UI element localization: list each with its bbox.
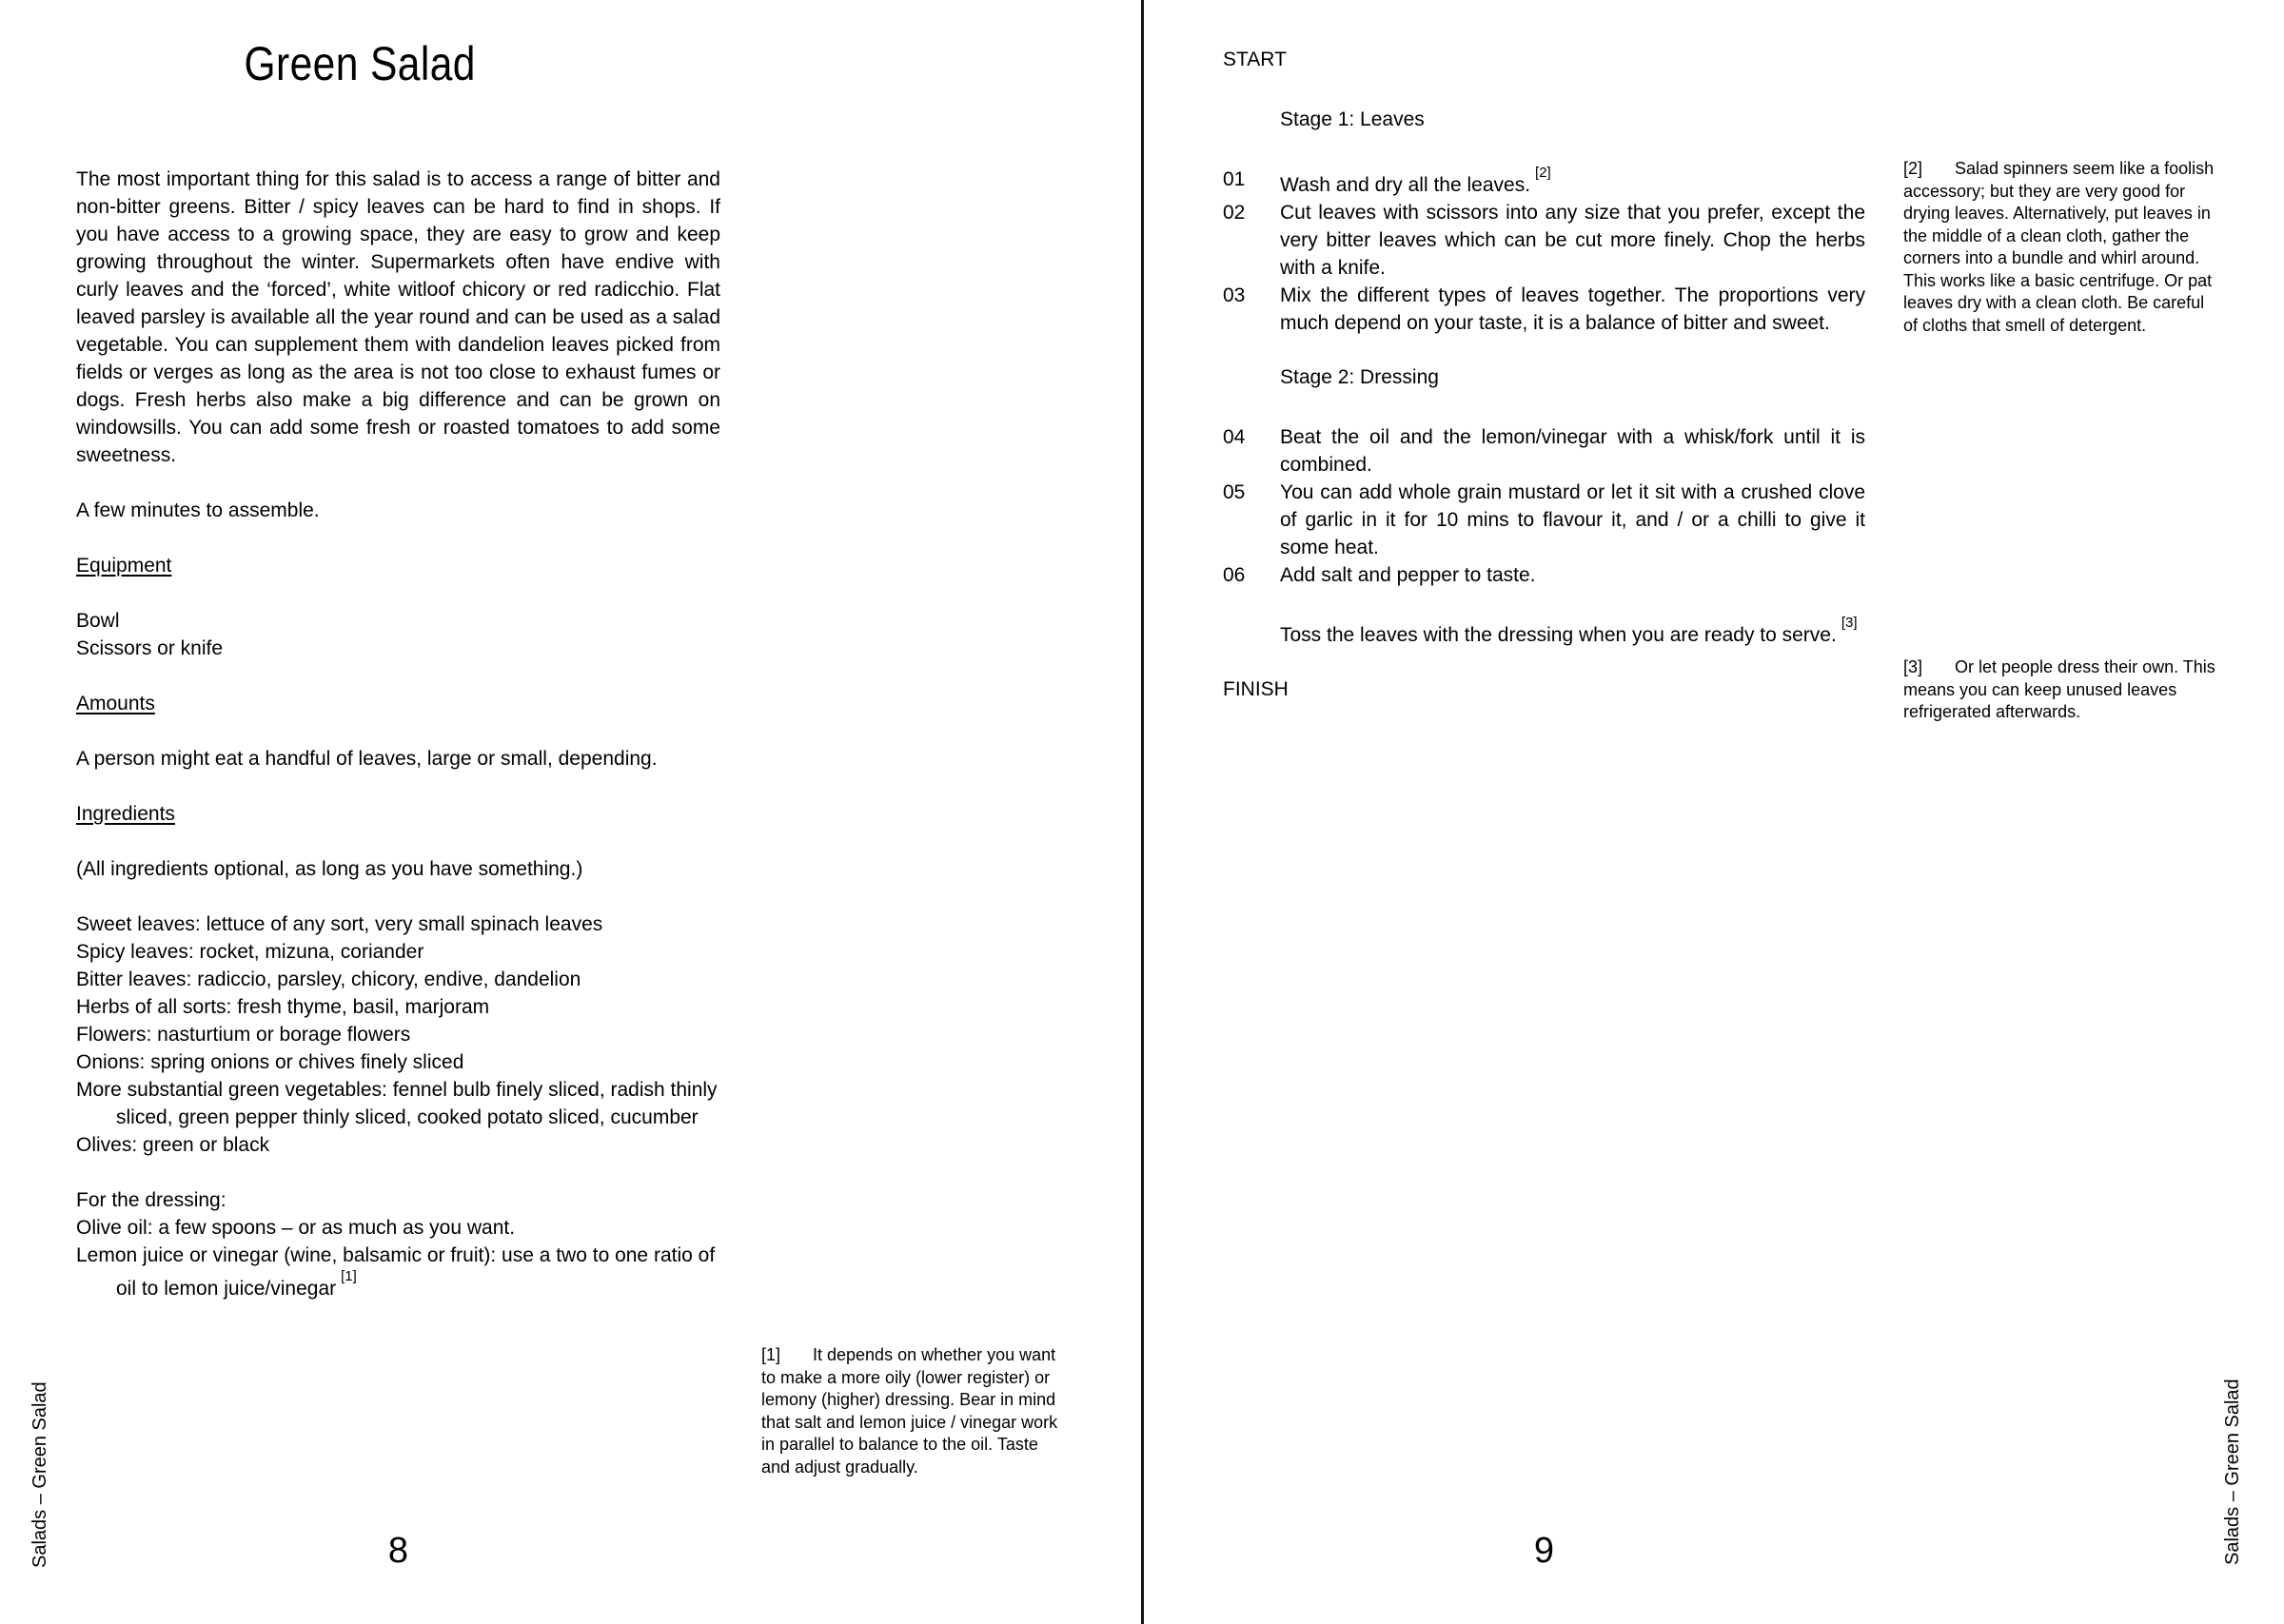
finish-label: FINISH	[1223, 678, 1289, 700]
dressing-item: Olive oil: a few spoons – or as much as you want.	[76, 1217, 516, 1239]
step-text: Beat the oil and the lemon/vinegar with a whisk/fork until it is combined.	[1280, 426, 1865, 476]
ingredient-item: Onions: spring onions or chives finely sliced	[76, 1051, 464, 1073]
footnote-2-text: Salad spinners seem like a foolish accessory; but they are very good for drying leaves. Alternatively, put leaves in the middle of a clean cloth, gather the corners into a bundle and whirl around. This works like a basic centrifuge. Or pat leaves dry with a clean cloth. Be careful of cloths that smell of detergent.	[1903, 159, 2215, 335]
intro-paragraph: The most important thing for this salad is to access a range of bitter and non-bitter greens. Bitter / spicy leaves can be hard to find in shops. If you have access to a growing space, they are easy to grow and keep growing throughout the winter. Supermarkets often have endive with curly leaves and the ‘forced’, white witloof chicory or red radicchio. Flat leaved parsley is available all the year round and can be used as a salad vegetable. You can supplement them with dandelion leaves picked from fields or verges as long as the area is not too close to exhaust fumes or dogs. Fresh herbs also make a big difference and can be grown on windowsills. You can add some fresh or roasted tomatoes to add some sweetness.	[76, 168, 720, 466]
footnote-2	[1903, 158, 2217, 337]
step-number: 04	[1223, 426, 1246, 448]
ingredient-item: Flowers: nasturtium or borage flowers	[76, 1024, 411, 1046]
right-page-column	[1223, 46, 1865, 735]
footnote-ref-2: [2]	[1535, 165, 1551, 181]
right-margin-running-title: Salads – Green Salad	[2222, 1379, 2243, 1565]
stage2-heading: Stage 2: Dressing	[1280, 366, 1439, 388]
step-number: 03	[1223, 284, 1246, 306]
step-text	[1280, 166, 1865, 199]
step-text: Mix the different types of leaves together. The proportions very much depend on your taste, it is a balance of bitter and sweet.	[1280, 284, 1865, 334]
left-margin-running-title: Salads – Green Salad	[30, 1381, 50, 1568]
footnote-ref-3: [3]	[1841, 615, 1858, 631]
step-row	[1223, 199, 1865, 282]
footnote-3-marker: [3]	[1903, 657, 1923, 676]
step-row	[1223, 166, 1865, 199]
equipment-item: Bowl	[76, 610, 120, 632]
stage1-heading: Stage 1: Leaves	[1280, 108, 1425, 130]
footnote-1	[761, 1344, 1064, 1478]
step-number: 01	[1223, 168, 1246, 190]
footnote-ref-1: [1]	[341, 1268, 357, 1284]
footnote-1-text: It depends on whether you want to make a more oily (lower register) or lemony (higher) dressing. Bear in mind that salt and lemon juice / vinegar work in parallel to balance to the oil. Taste and adjust gradually.	[761, 1345, 1058, 1477]
step-text: You can add whole grain mustard or let it sit with a crushed clove of garlic in it for 10 mins to flavour it, and / or a chilli to give it some heat.	[1280, 481, 1865, 558]
footnote-3-text: Or let people dress their own. This means you can keep unused leaves refrigerated afterwards.	[1903, 657, 2215, 721]
equipment-item: Scissors or knife	[76, 637, 224, 659]
ingredient-item: Olives: green or black	[76, 1134, 270, 1156]
ingredient-item: Bitter leaves: radiccio, parsley, chicory, endive, dandelion	[76, 969, 581, 990]
stage1-steps	[1223, 166, 1865, 337]
recipe-title: Green Salad	[244, 37, 476, 90]
step-row	[1223, 561, 1865, 589]
dressing-item	[76, 1242, 720, 1302]
step-text: Cut leaves with scissors into any size that you prefer, except the very bitter leaves which can be cut more finely. Chop the herbs with a knife.	[1280, 202, 1865, 279]
dressing-item-text: Lemon juice or vinegar (wine, balsamic or fruit): use a two to one ratio of oil to lemon juice/vinegar	[76, 1244, 716, 1300]
step-number: 06	[1223, 564, 1246, 586]
ingredient-item: More substantial green vegetables: fennel bulb finely sliced, radish thinly sliced, green pepper thinly sliced, cooked potato sliced, cucumber	[76, 1079, 718, 1128]
footnote-3	[1903, 656, 2217, 724]
amounts-heading: Amounts	[76, 693, 155, 714]
step-row	[1223, 282, 1865, 337]
ingredient-item: Sweet leaves: lettuce of any sort, very small spinach leaves	[76, 913, 603, 935]
footnote-2-marker: [2]	[1903, 159, 1923, 178]
ingredient-item: Spicy leaves: rocket, mizuna, coriander	[76, 941, 424, 963]
center-divider-rule	[1141, 0, 1144, 1624]
step-number: 02	[1223, 202, 1246, 224]
footnote-1-marker: [1]	[761, 1345, 781, 1364]
left-page-column	[76, 34, 720, 1330]
amounts-text: A person might eat a handful of leaves, large or small, depending.	[76, 748, 658, 770]
ingredients-heading: Ingredients	[76, 803, 175, 825]
equipment-heading: Equipment	[76, 555, 172, 577]
dressing-section	[76, 1186, 720, 1302]
step-text-body: Wash and dry all the leaves.	[1280, 174, 1531, 196]
dressing-heading: For the dressing:	[76, 1189, 226, 1211]
stage2-steps	[1223, 423, 1865, 589]
page-number-8: 8	[387, 1531, 409, 1571]
toss-instruction	[1223, 616, 1865, 649]
step-text: Add salt and pepper to taste.	[1280, 564, 1536, 586]
ingredients-note: (All ingredients optional, as long as you have something.)	[76, 858, 583, 880]
step-row	[1223, 479, 1865, 561]
time-note: A few minutes to assemble.	[76, 499, 320, 521]
start-label: START	[1223, 49, 1287, 70]
ingredients-list	[76, 910, 720, 1159]
page-number-9: 9	[1533, 1531, 1555, 1571]
step-row	[1223, 423, 1865, 479]
ingredient-item: Herbs of all sorts: fresh thyme, basil, marjoram	[76, 996, 490, 1018]
toss-text: Toss the leaves with the dressing when you are ready to serve.	[1280, 624, 1837, 646]
equipment-list	[76, 607, 720, 662]
step-number: 05	[1223, 481, 1246, 503]
